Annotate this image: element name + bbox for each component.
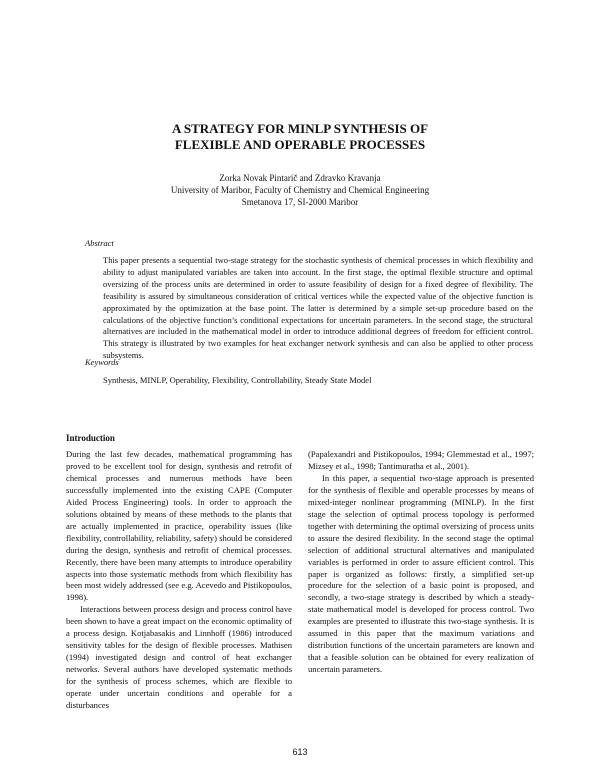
author-names: Zorka Novak Pintarič and Zdravko Kravanja: [219, 173, 381, 183]
paper-title: [0, 121, 600, 153]
keywords-label: Keywords: [85, 357, 119, 367]
introduction-heading: Introduction: [66, 433, 115, 443]
left-column: [66, 449, 292, 712]
right-paragraph-2: In this paper, a sequential two-stage approach is presented for the synthesis of flexible and operable processes by means of mixed-integer nonlinear programming (MINLP). In the first stage the selection of optimal process topology is performed together with determining the optimal oversizing of process units to assure the desired flexibility. In the second stage the optimal selection of additional structural alternatives and manipulated variables is performed in order to assure efficient control. This paper is organized as follows: firstly, a simplified set-up procedure for the selection of a basic point is proposed, and secondly, a two-stage strategy is described by which a steady-state mathematical model is developed for process control. Two examples are presented to illustrate this two-stage synthesis. It is assumed in this paper that the maximum variations and distribution functions of the uncertain parameters are known and that a feasible solution can be obtained for every realization of uncertain parameters.: [308, 472, 534, 675]
left-paragraph-1: During the last few decades, mathematical programming has proved to be excellent tool for design, synthesis and retrofit of chemical processes and numerous methods have been successfully implemented into the existing CAPE (Computer Aided Process Engineering) tools. In order to approach the solutions obtained by means of these methods to the plants that are actually implemented in practice, operability issues (like flexibility, controllability, reliability, safety) should be considered during the design, synthesis and retrofit of chemical processes. Recently, there have been many attempts to introduce operability aspects into those systematic methods from which flexibility has been most widely addressed (see e.g. Acevedo and Pistikopoulos, 1998).: [66, 449, 292, 603]
left-paragraph-2: Interactions between process design and process control have been shown to have a great impact on the economic optimality of a process design. Kotjabasakis and Linnhoff (1986) introduced sensitivity tables for the design of flexible processes. Mathisen (1994) investigated design and control of heat exchanger networks. Several authors have developed systematic methods for the synthesis of process schemes, which are flexible to operate under uncertain conditions and operable for a disturbances: [66, 604, 292, 711]
title-line-1: A STRATEGY FOR MINLP SYNTHESIS OF: [171, 121, 429, 136]
right-column: [308, 449, 534, 676]
author-affiliation: University of Maribor, Faculty of Chemistry and Chemical Engineering: [170, 185, 430, 195]
title-line-2: FLEXIBLE AND OPERABLE PROCESSES: [174, 137, 426, 152]
abstract-label: Abstract: [85, 238, 114, 248]
abstract-text: This paper presents a sequential two-stage strategy for the stochastic synthesis of chemical processes in which flexibility and ability to adjust manipulated variables are taken into account. In the first stage, the optimal flexible structure and optimal oversizing of the process units are determined in order to assure feasibility of design for a fixed degree of flexibility. The feasibility is assured by simultaneous consideration of critical vertices while the expected value of the objective function is approximated by the optimization at the base point. The latter is determined by a simple set-up procedure based on the calculations of the objective function’s conditional expectations for uncertain parameters. In the second stage, the structural alternatives are included in the mathematical model in order to introduce additional degrees of freedom for efficient control. This strategy is illustrated by two examples for heat exchanger network synthesis and can also be applied to other process subsystems.: [103, 255, 533, 361]
page-number: 613: [292, 747, 308, 757]
author-block: [0, 172, 600, 208]
right-paragraph-1: (Papalexandri and Pistikopoulos, 1994; Glemmestad et al., 1997; Mizsey et al., 1998; Tantimuratha et al., 2001).: [308, 449, 534, 471]
author-address: Smetanova 17, SI-2000 Maribor: [241, 197, 359, 207]
keywords-text: Synthesis, MINLP, Operability, Flexibility, Controllability, Steady State Model: [103, 375, 372, 385]
